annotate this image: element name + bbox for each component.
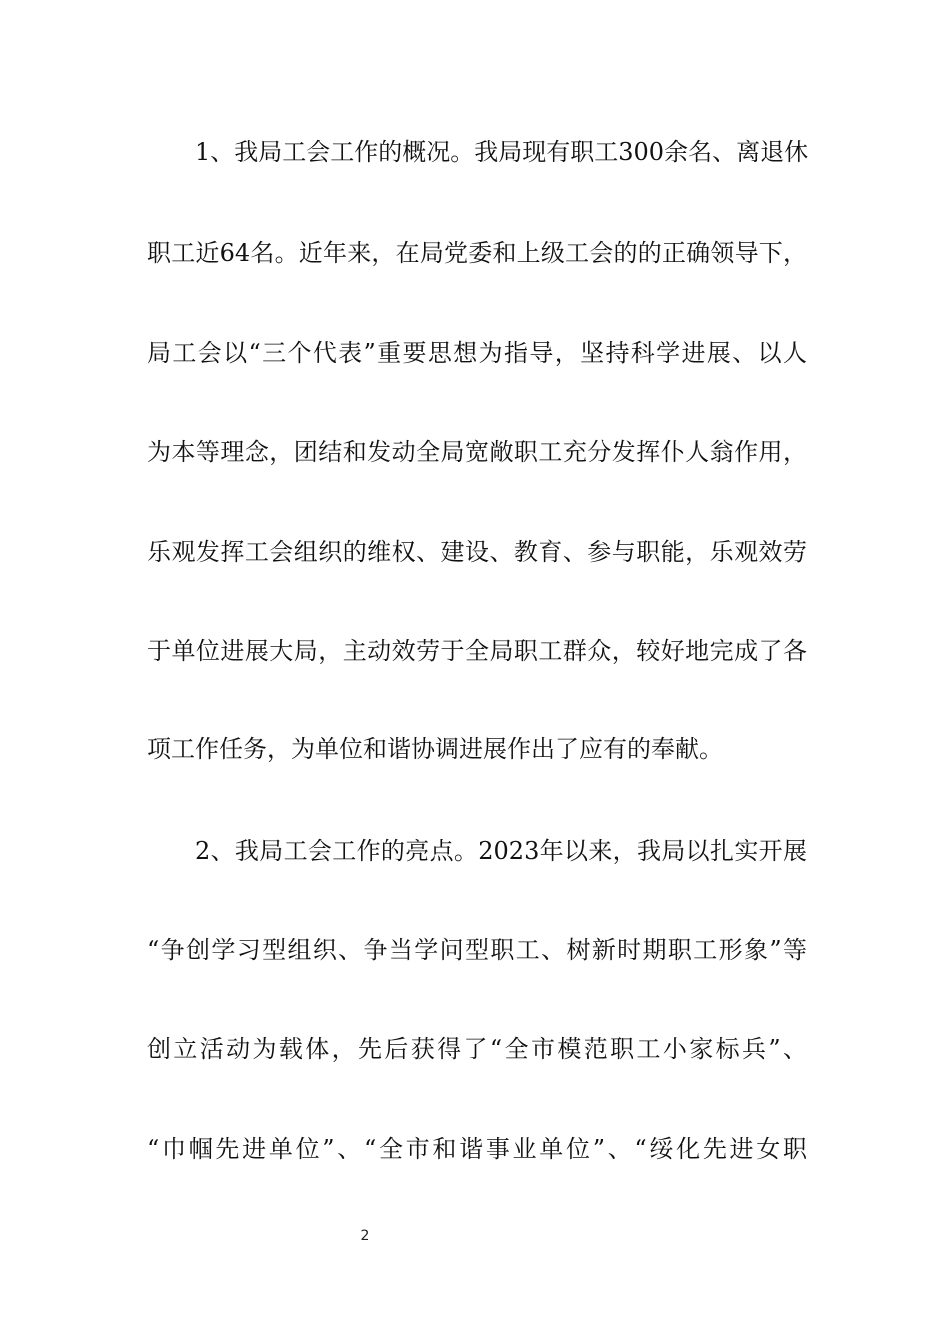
paragraph-2-line-4: “巾帼先进单位”、“全市和谐事业单位”、“绥化先进女职 [147, 1135, 807, 1163]
paragraph-1-line-3: 局工会以“三个代表”重要思想为指导，坚持科学进展、以人 [147, 339, 807, 367]
paragraph-1-line-6: 于单位进展大局，主动效劳于全局职工群众，较好地完成了各 [147, 637, 807, 665]
paragraph-2-line-1: 2、我局工会工作的亮点。2023年以来，我局以扎实开展 [195, 837, 807, 865]
paragraph-2-line-3: 创立活动为载体，先后获得了“全市模范职工小家标兵”、 [147, 1035, 807, 1063]
paragraph-2-line-2: “争创学习型组织、争当学问型职工、树新时期职工形象”等 [147, 936, 807, 964]
paragraph-1-line-4: 为本等理念，团结和发动全局宽敞职工充分发挥仆人翁作用， [147, 438, 807, 466]
page-number: 2 [360, 1228, 370, 1244]
paragraph-1-line-7: 项工作任务，为单位和谐协调进展作出了应有的奉献。 [147, 735, 723, 763]
paragraph-1-line-1: 1、我局工会工作的概况。我局现有职工300余名、离退休 [195, 138, 809, 166]
paragraph-1-line-5: 乐观发挥工会组织的维权、建设、教育、参与职能，乐观效劳 [147, 538, 807, 566]
paragraph-1-line-2: 职工近64名。近年来，在局党委和上级工会的的正确领导下， [147, 239, 807, 267]
